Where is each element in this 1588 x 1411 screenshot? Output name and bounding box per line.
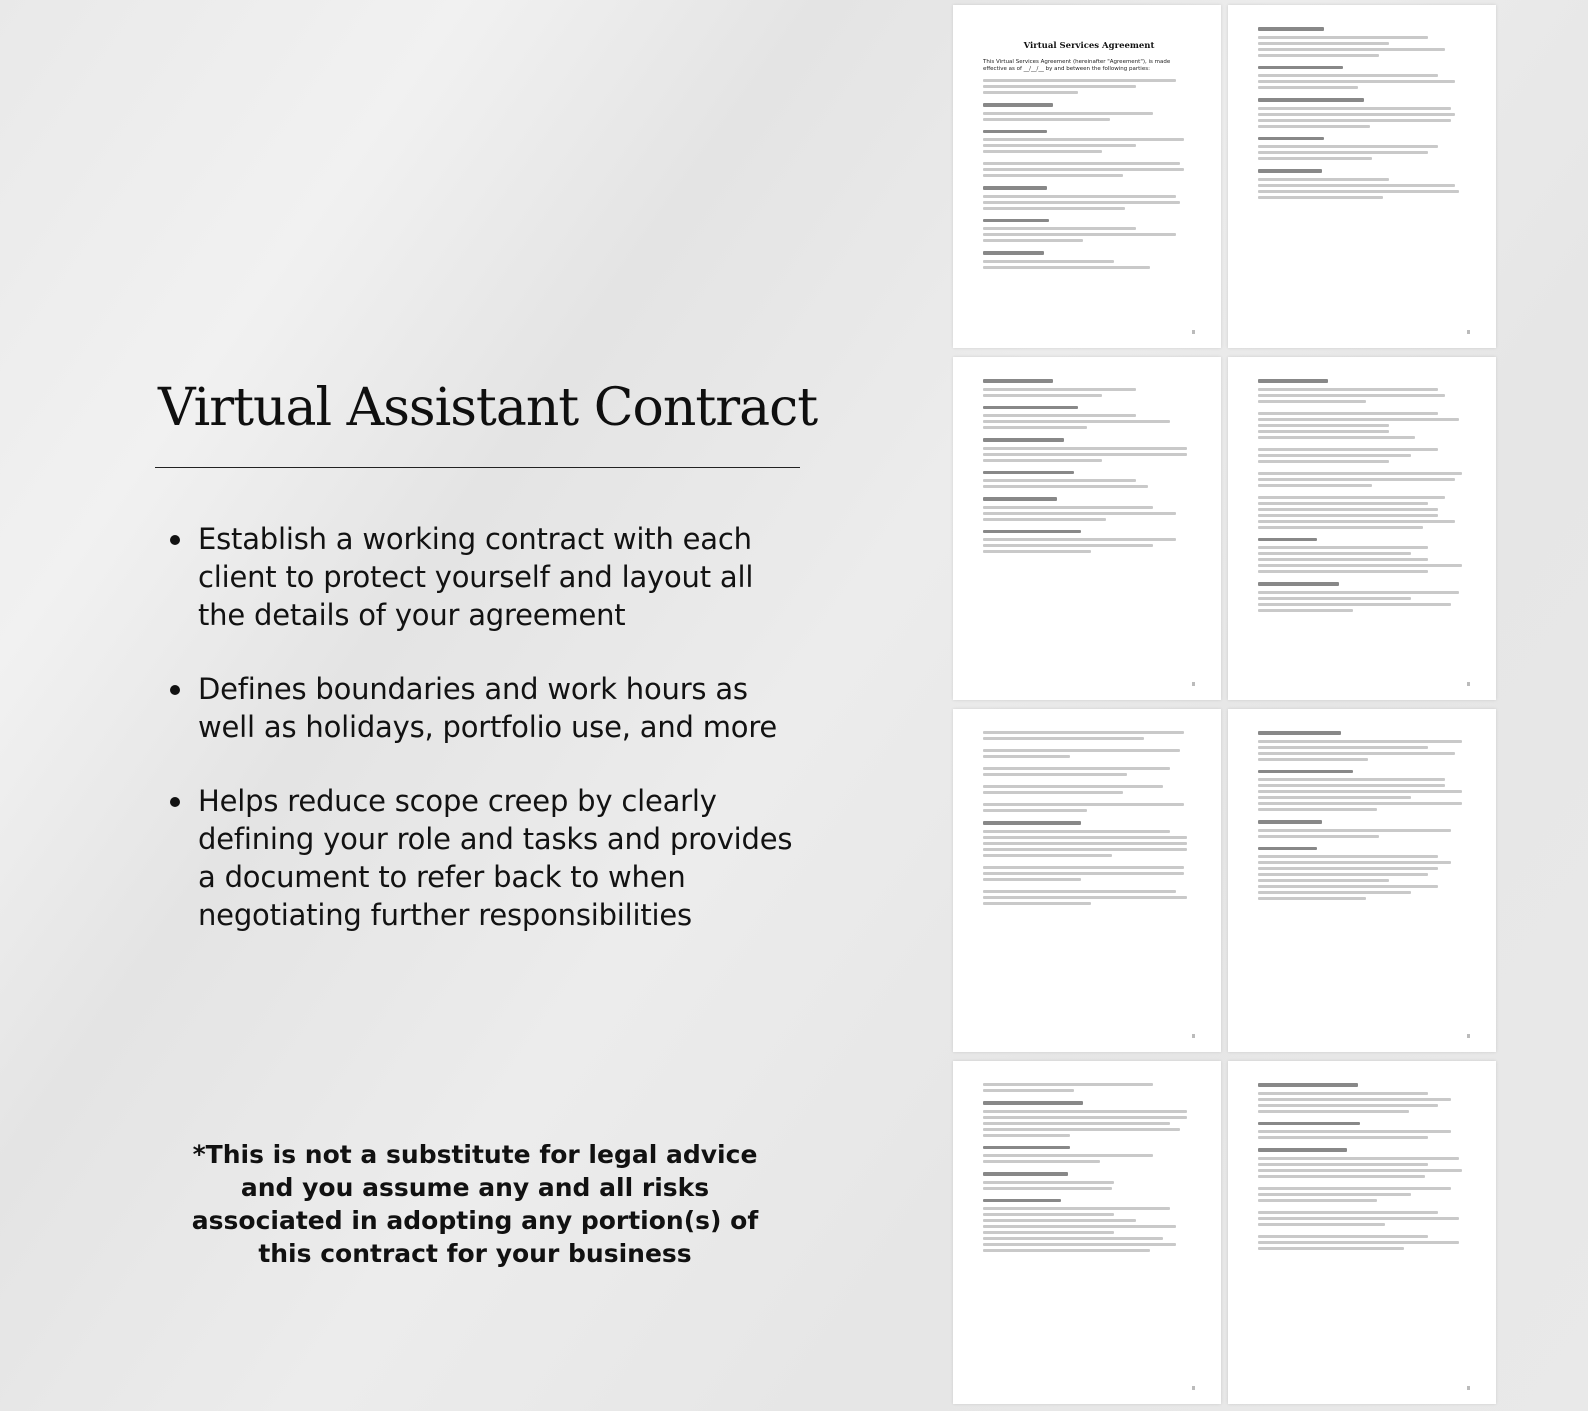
text-line (1258, 1187, 1451, 1190)
text-block (983, 219, 1195, 243)
text-block (1258, 98, 1470, 128)
text-line (983, 260, 1114, 263)
text-block (983, 162, 1195, 177)
text-line (1258, 1241, 1459, 1244)
text-block (983, 103, 1195, 121)
page-number (1192, 1386, 1195, 1390)
text-line (1258, 394, 1445, 397)
blurred-text (1258, 27, 1470, 199)
page-title: Virtual Assistant Contract (158, 378, 818, 438)
text-line (983, 791, 1123, 794)
text-line (983, 453, 1187, 456)
text-line (1258, 603, 1451, 606)
text-line (983, 144, 1136, 147)
article-heading-line (1258, 847, 1317, 851)
text-block (983, 471, 1195, 489)
article-heading-line (1258, 582, 1339, 586)
text-line (983, 233, 1176, 236)
article-heading-line (983, 471, 1074, 475)
article-heading-line (983, 219, 1049, 223)
text-line (983, 201, 1180, 204)
feature-item: Helps reduce scope creep by clearly defining your role and tasks and provides a document to refer back to when negotiating further responsibilities (168, 782, 808, 934)
text-line (983, 773, 1127, 776)
text-line (1258, 526, 1423, 529)
text-line (1258, 412, 1438, 415)
text-line (983, 162, 1180, 165)
text-line (983, 1219, 1136, 1222)
text-block (1258, 1122, 1470, 1140)
text-line (983, 872, 1184, 875)
text-block (983, 530, 1195, 554)
text-line (983, 426, 1087, 429)
text-line (1258, 746, 1428, 749)
text-line (1258, 835, 1379, 838)
text-line (1258, 867, 1438, 870)
text-line (983, 749, 1180, 752)
text-block (983, 1101, 1195, 1137)
blurred-text (983, 1083, 1195, 1252)
document-title: Virtual Services Agreement (1023, 41, 1155, 51)
text-block (983, 497, 1195, 521)
text-line (1258, 1104, 1438, 1107)
text-block (983, 1146, 1195, 1164)
text-line (1258, 758, 1368, 761)
text-line (1258, 564, 1462, 567)
text-line (983, 1187, 1112, 1190)
text-block (983, 79, 1195, 94)
text-line (983, 1128, 1180, 1131)
article-heading-line (1258, 379, 1328, 383)
text-line (1258, 808, 1377, 811)
text-line (983, 803, 1184, 806)
text-block (983, 803, 1195, 812)
article-heading-line (983, 103, 1053, 107)
text-line (983, 512, 1176, 515)
text-line (1258, 460, 1389, 463)
page-number (1467, 1034, 1470, 1038)
text-line (1258, 430, 1389, 433)
text-block (983, 186, 1195, 210)
document-intro: This Virtual Services Agreement (hereinafter "Agreement"), is made effective as of __/__/__ by and between the following parties: (983, 59, 1171, 72)
legal-disclaimer: *This is not a substitute for legal advice and you assume any and all risks associated in adopting any portion(s) of this contract for your business (191, 1140, 759, 1268)
text-line (1258, 74, 1438, 77)
text-line (983, 1243, 1176, 1246)
text-line (983, 1249, 1150, 1252)
text-line (983, 544, 1153, 547)
text-line (983, 1110, 1187, 1113)
text-block (1258, 820, 1470, 838)
text-line (1258, 784, 1445, 787)
text-line (983, 902, 1091, 905)
text-line (983, 174, 1123, 177)
text-line (1258, 1217, 1459, 1220)
text-line (983, 1207, 1170, 1210)
text-line (1258, 54, 1379, 57)
text-line (983, 737, 1144, 740)
page-number (1467, 330, 1470, 334)
text-block (1258, 379, 1470, 403)
text-line (983, 150, 1102, 153)
text-block (983, 890, 1195, 905)
text-block (983, 785, 1195, 794)
text-block (983, 767, 1195, 776)
text-line (1258, 609, 1353, 612)
text-line (1258, 520, 1455, 523)
page-number (1192, 1034, 1195, 1038)
text-line (983, 866, 1184, 869)
text-line (983, 479, 1136, 482)
text-line (1258, 1175, 1425, 1178)
text-line (1258, 1098, 1451, 1101)
text-line (983, 854, 1112, 857)
text-line (983, 266, 1150, 269)
text-block (1258, 770, 1470, 812)
article-heading-line (1258, 169, 1322, 173)
article-heading-line (1258, 538, 1317, 542)
text-line (1258, 184, 1455, 187)
text-line (983, 785, 1163, 788)
text-line (1258, 42, 1389, 45)
feature-item: Establish a working contract with each client to protect yourself and layout all the details of your agreement (168, 520, 808, 634)
text-block (1258, 27, 1470, 57)
text-line (983, 1089, 1074, 1092)
text-block (1258, 731, 1470, 761)
text-line (983, 239, 1083, 242)
article-heading-line (983, 821, 1081, 825)
text-line (1258, 558, 1428, 561)
text-line (1258, 1223, 1385, 1226)
text-line (983, 890, 1176, 893)
document-page (953, 1061, 1221, 1404)
text-line (983, 836, 1187, 839)
text-block (1258, 412, 1470, 439)
text-line (1258, 86, 1358, 89)
document-page (1228, 709, 1496, 1052)
text-block (983, 406, 1195, 430)
article-heading-line (983, 497, 1057, 501)
text-line (983, 85, 1136, 88)
text-line (983, 447, 1187, 450)
blurred-text (983, 731, 1195, 905)
blurred-text (1258, 1083, 1470, 1250)
text-line (1258, 778, 1445, 781)
text-line (1258, 472, 1462, 475)
text-line (1258, 107, 1451, 110)
text-line (983, 1181, 1114, 1184)
article-heading-line (1258, 98, 1364, 102)
text-line (1258, 502, 1428, 505)
text-line (1258, 157, 1372, 160)
article-heading-line (983, 251, 1044, 255)
text-line (1258, 151, 1428, 154)
article-heading-line (1258, 27, 1324, 31)
text-line (1258, 873, 1428, 876)
text-line (1258, 552, 1411, 555)
text-line (1258, 597, 1411, 600)
text-block (1258, 1148, 1470, 1178)
article-heading-line (983, 1199, 1061, 1203)
text-line (983, 138, 1184, 141)
text-line (1258, 178, 1389, 181)
text-line (1258, 400, 1366, 403)
text-line (983, 842, 1187, 845)
text-block (1258, 1235, 1470, 1250)
text-line (983, 550, 1091, 553)
text-line (983, 414, 1136, 417)
text-line (1258, 752, 1455, 755)
text-block (1258, 1211, 1470, 1226)
text-line (1258, 1136, 1428, 1139)
document-page (953, 709, 1221, 1052)
document-preview-grid (953, 5, 1496, 1405)
text-line (1258, 508, 1438, 511)
text-line (983, 848, 1187, 851)
text-line (983, 809, 1087, 812)
text-line (1258, 448, 1438, 451)
feature-item: Defines boundaries and work hours as well as holidays, portfolio use, and more (168, 670, 808, 746)
text-block (983, 1083, 1195, 1092)
text-block (983, 821, 1195, 857)
text-line (1258, 546, 1428, 549)
title-divider (155, 467, 800, 468)
text-block (1258, 66, 1470, 90)
text-line (1258, 570, 1428, 573)
text-line (983, 459, 1102, 462)
page-number (1192, 330, 1195, 334)
text-block (1258, 472, 1470, 487)
text-line (1258, 424, 1389, 427)
text-line (1258, 796, 1411, 799)
text-line (1258, 1211, 1438, 1214)
text-line (1258, 119, 1451, 122)
article-heading-line (983, 406, 1078, 410)
text-line (983, 207, 1125, 210)
text-line (1258, 388, 1438, 391)
text-line (983, 394, 1102, 397)
article-heading-line (983, 1146, 1070, 1150)
text-block (983, 731, 1195, 740)
text-line (1258, 1110, 1409, 1113)
text-line (1258, 855, 1438, 858)
text-line (983, 538, 1176, 541)
text-line (1258, 125, 1370, 128)
text-line (1258, 36, 1428, 39)
text-line (983, 112, 1153, 115)
text-line (983, 1122, 1170, 1125)
text-line (1258, 484, 1372, 487)
text-line (1258, 454, 1411, 457)
text-line (983, 830, 1170, 833)
article-heading-line (1258, 770, 1353, 774)
text-block (1258, 847, 1470, 901)
blurred-text (1258, 379, 1470, 612)
page-number (1467, 682, 1470, 686)
page-number (1192, 682, 1195, 686)
text-line (1258, 897, 1366, 900)
text-block (1258, 448, 1470, 463)
article-heading-line (983, 438, 1064, 442)
text-block (983, 1199, 1195, 1253)
text-line (1258, 1092, 1428, 1095)
article-heading-line (983, 186, 1047, 190)
blurred-text (983, 379, 1195, 553)
text-block (1258, 169, 1470, 199)
text-line (1258, 829, 1451, 832)
text-line (983, 767, 1170, 770)
text-line (983, 195, 1176, 198)
article-heading-line (1258, 731, 1341, 735)
text-line (1258, 1193, 1411, 1196)
text-line (1258, 145, 1438, 148)
text-line (1258, 891, 1411, 894)
text-line (983, 79, 1176, 82)
text-line (1258, 1163, 1428, 1166)
text-line (983, 118, 1110, 121)
text-line (1258, 591, 1459, 594)
article-heading-line (983, 1101, 1083, 1105)
feature-list (168, 520, 808, 970)
text-line (1258, 196, 1383, 199)
text-line (983, 1154, 1153, 1157)
text-line (983, 755, 1070, 758)
text-line (1258, 496, 1445, 499)
text-block (1258, 137, 1470, 161)
text-line (983, 1231, 1114, 1234)
text-block (983, 438, 1195, 462)
text-line (983, 485, 1148, 488)
text-line (983, 1116, 1187, 1119)
text-line (983, 91, 1078, 94)
text-line (983, 1237, 1163, 1240)
document-page (1228, 1061, 1496, 1404)
document-page (1228, 357, 1496, 700)
text-line (1258, 436, 1415, 439)
text-line (983, 731, 1184, 734)
text-block (1258, 496, 1470, 529)
text-block (1258, 1187, 1470, 1202)
page-number (1467, 1386, 1470, 1390)
text-line (983, 388, 1136, 391)
text-block (1258, 538, 1470, 574)
article-heading-line (1258, 66, 1343, 70)
text-line (1258, 885, 1438, 888)
text-line (983, 878, 1081, 881)
text-block (983, 251, 1195, 269)
text-line (1258, 113, 1455, 116)
text-block (983, 1172, 1195, 1190)
text-line (983, 168, 1184, 171)
text-line (1258, 861, 1451, 864)
article-heading-line (983, 530, 1081, 534)
text-line (1258, 190, 1459, 193)
text-line (983, 506, 1153, 509)
article-heading-line (1258, 137, 1324, 141)
text-line (1258, 48, 1445, 51)
text-block (983, 130, 1195, 154)
text-line (1258, 740, 1462, 743)
article-heading-line (983, 379, 1053, 383)
text-line (1258, 1199, 1377, 1202)
document-page (1228, 5, 1496, 348)
text-line (983, 518, 1106, 521)
text-block (1258, 1083, 1470, 1113)
text-line (983, 1225, 1176, 1228)
text-block (983, 749, 1195, 758)
text-block (1258, 582, 1470, 612)
article-heading-line (983, 130, 1047, 134)
text-line (1258, 1130, 1451, 1133)
text-line (983, 420, 1170, 423)
text-line (983, 227, 1136, 230)
text-line (1258, 790, 1462, 793)
article-heading-line (1258, 1122, 1360, 1126)
text-line (1258, 879, 1389, 882)
document-page (953, 357, 1221, 700)
article-heading-line (1258, 820, 1322, 824)
text-line (1258, 1247, 1404, 1250)
blurred-text (1258, 731, 1470, 900)
text-line (1258, 1169, 1462, 1172)
text-block (983, 866, 1195, 881)
text-line (1258, 1235, 1428, 1238)
text-line (1258, 1157, 1459, 1160)
text-line (983, 896, 1187, 899)
article-heading-line (1258, 1148, 1347, 1152)
text-line (983, 1134, 1070, 1137)
text-block (983, 379, 1195, 397)
text-line (983, 1213, 1114, 1216)
blurred-text (983, 79, 1195, 269)
article-heading-line (1258, 1083, 1358, 1087)
document-page (953, 5, 1221, 348)
text-line (1258, 478, 1455, 481)
text-line (1258, 418, 1459, 421)
text-line (983, 1083, 1153, 1086)
text-line (1258, 802, 1462, 805)
text-line (1258, 80, 1455, 83)
article-heading-line (983, 1172, 1068, 1176)
text-line (983, 1160, 1100, 1163)
text-line (1258, 514, 1438, 517)
